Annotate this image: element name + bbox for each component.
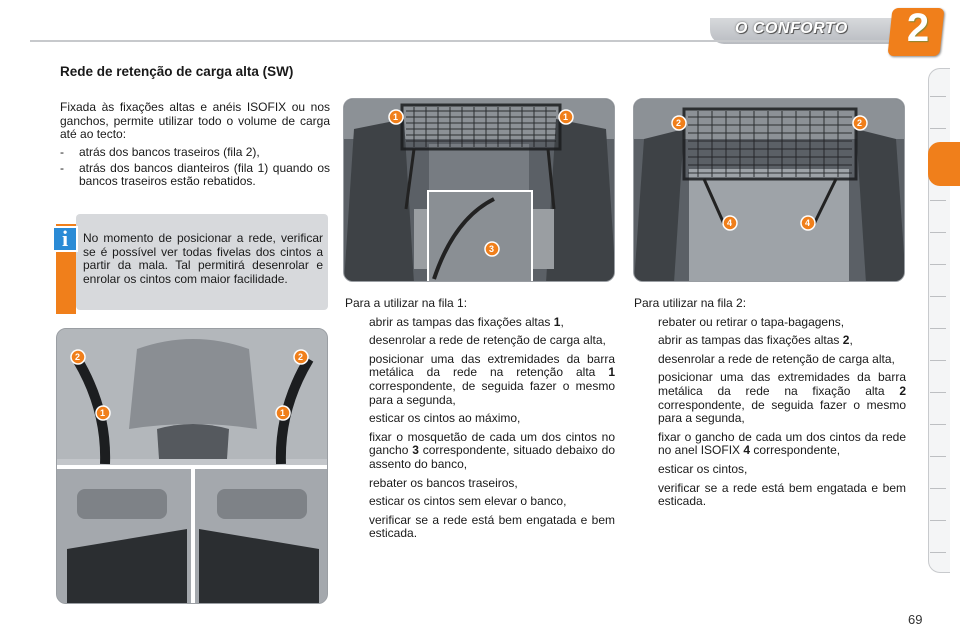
tab-divider xyxy=(930,200,946,201)
step-ref: 1 xyxy=(553,314,561,329)
header-rule xyxy=(30,40,890,42)
tab-divider xyxy=(930,232,946,233)
step-text: rebater ou retirar o tapa-bagagens, xyxy=(658,314,845,329)
list-item xyxy=(634,463,906,477)
tab-divider xyxy=(930,392,946,393)
callout-label: 2 xyxy=(857,118,863,128)
list-item xyxy=(345,353,615,407)
procedure-steps xyxy=(345,316,615,541)
step-text: esticar os cintos, xyxy=(658,461,748,476)
callout-label: 1 xyxy=(563,112,569,122)
tab-divider xyxy=(930,328,946,329)
list-item xyxy=(634,353,906,367)
step-text: rebater os bancos traseiros, xyxy=(369,475,518,490)
list-item-text: atrás dos bancos traseiros (fila 2), xyxy=(79,145,260,159)
tab-divider xyxy=(930,264,946,265)
step-text: fixar o gancho de cada um dos cintos da rede no anel ISOFIX xyxy=(658,429,906,458)
step-tail: correspondente, xyxy=(750,443,841,458)
step-ref: 3 xyxy=(412,443,419,458)
photo-row1-net xyxy=(343,98,615,282)
tab-divider xyxy=(930,520,946,521)
tab-divider xyxy=(930,424,946,425)
procedure-row2 xyxy=(634,297,906,514)
list-item xyxy=(345,495,615,509)
step-text: verificar se a rede está bem engatada e bem esticada. xyxy=(658,480,906,509)
step-tail: , xyxy=(849,333,853,348)
chapter-number: 2 xyxy=(906,6,930,50)
photo-roof-anchors xyxy=(56,328,328,604)
step-text: desenrolar a rede de retenção de carga alta, xyxy=(369,333,606,348)
list-item xyxy=(345,316,615,330)
intro-list xyxy=(60,146,330,191)
list-item xyxy=(345,412,615,426)
callout-label: 3 xyxy=(489,244,495,254)
step-text: posicionar uma das extremidades da barra metálica da rede na fixação alta xyxy=(658,370,906,398)
tab-divider xyxy=(930,360,946,361)
tab-divider xyxy=(930,552,946,553)
callout-label: 2 xyxy=(298,352,304,362)
tab-divider xyxy=(930,128,946,129)
step-ref: 1 xyxy=(608,365,615,380)
step-text: abrir as tampas das fixações altas xyxy=(658,333,843,348)
info-text: No momento de posicionar a rede, verificar se é possível ver todas fivelas dos cintos a partir da mala. Tal permitirá desenrolar e enrolar os cintos com maior facilidade. xyxy=(83,231,323,286)
step-text: esticar os cintos ao máximo, xyxy=(369,411,521,426)
callout-label: 1 xyxy=(280,408,286,418)
list-item xyxy=(634,334,906,348)
procedure-heading: Para utilizar na fila 2: xyxy=(634,296,747,310)
chapter-title: O CONFORTO xyxy=(735,20,848,37)
callout-label: 1 xyxy=(100,408,106,418)
list-dash: - xyxy=(60,160,64,175)
procedure-row1 xyxy=(345,297,615,546)
tab-divider xyxy=(930,456,946,457)
tab-divider xyxy=(930,296,946,297)
list-item xyxy=(60,146,330,160)
step-tail: correspondente, de seguida fazer o mesmo para a segunda, xyxy=(658,397,906,426)
step-text: esticar os cintos sem elevar o banco, xyxy=(369,494,567,509)
callout-label: 1 xyxy=(393,112,399,122)
list-item xyxy=(634,482,906,509)
list-item xyxy=(634,316,906,330)
step-text: verificar se a rede está bem engatada e bem esticada. xyxy=(369,512,615,541)
callout-label: 4 xyxy=(805,218,811,228)
step-ref: 2 xyxy=(899,383,906,398)
tab-divider xyxy=(930,96,946,97)
info-icon: i xyxy=(52,226,78,252)
list-item xyxy=(345,334,615,348)
step-tail: , xyxy=(560,314,564,329)
list-dash: - xyxy=(60,145,64,159)
section-title: Rede de retenção de carga alta (SW) xyxy=(60,64,294,79)
list-item xyxy=(345,477,615,491)
intro-text: Fixada às fixações altas e anéis ISOFIX ou nos ganchos, permite utilizar todo o volume de carga até ao tecto: xyxy=(60,100,330,142)
page-number: 69 xyxy=(908,612,923,627)
step-tail: correspondente, de seguida fazer o mesmo para a segunda, xyxy=(369,378,615,407)
callout-label: 2 xyxy=(676,118,682,128)
step-tail: correspondente, situado debaixo do assento do banco, xyxy=(369,443,616,471)
step-text: fixar o mosquetão de cada um dos cintos no gancho xyxy=(369,429,615,458)
callout-label: 2 xyxy=(75,352,81,362)
chapter-tab-active[interactable] xyxy=(928,142,960,186)
list-item xyxy=(634,371,906,425)
step-ref: 4 xyxy=(743,443,751,458)
callout-label: 4 xyxy=(727,218,733,228)
tab-divider xyxy=(930,488,946,489)
photo-row2-net xyxy=(633,98,905,282)
procedure-steps xyxy=(634,316,906,509)
step-ref: 2 xyxy=(842,333,850,348)
procedure-heading: Para a utilizar na fila 1: xyxy=(345,296,468,310)
list-item-text: atrás dos bancos dianteiros (fila 1) quando os bancos traseiros estão rebatidos. xyxy=(79,160,330,189)
list-item xyxy=(345,514,615,541)
step-text: desenrolar a rede de retenção de carga alta, xyxy=(658,351,895,366)
list-item xyxy=(60,162,330,189)
list-item xyxy=(345,431,615,472)
step-text: posicionar uma das extremidades da barra metálica da rede na retenção alta xyxy=(369,351,615,380)
step-text: abrir as tampas das fixações altas xyxy=(369,314,554,329)
list-item xyxy=(634,431,906,458)
